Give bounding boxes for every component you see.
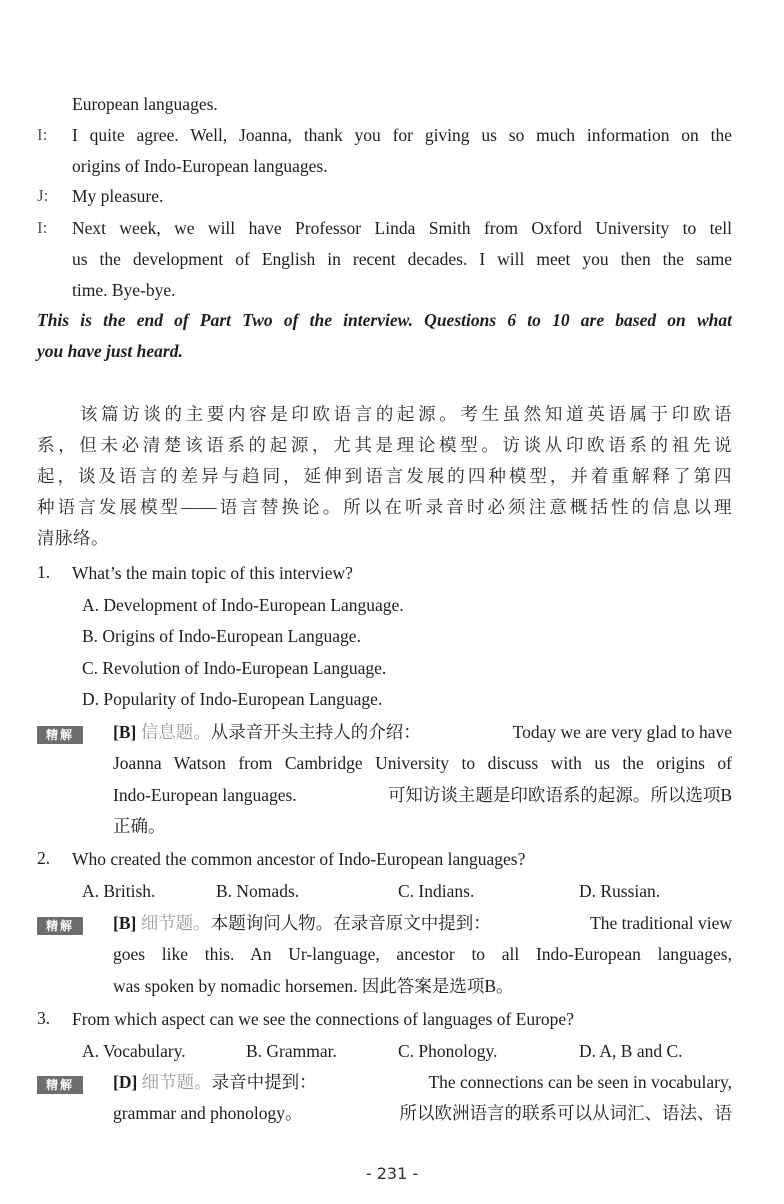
question-type: 信息题。 (140, 722, 211, 742)
answer-key: [B] (113, 722, 137, 742)
section-end-note: you have just heard. (37, 341, 183, 361)
transcript-line: time. Bye-bye. (72, 280, 176, 300)
explanation-quote: Indo-European languages. (113, 785, 297, 805)
option-d: D. A, B and C. (579, 1041, 683, 1061)
option-d: D. Popularity of Indo-European Language. (82, 689, 383, 709)
explanation-line (113, 912, 732, 934)
question-text: What’s the main topic of this interview? (72, 563, 353, 583)
explanation-text: 录音中提到： (211, 1072, 317, 1092)
transcript-line: I quite agree. Well, Joanna, thank you for giving us so much information on the (72, 125, 732, 145)
option-a: A. British. (82, 881, 156, 901)
option-a: A. Vocabulary. (82, 1041, 186, 1061)
option-b: B. Nomads. (216, 881, 300, 901)
summary-line: 清脉络。 (37, 528, 109, 548)
transcript-line: origins of Indo-European languages. (72, 156, 328, 176)
explanation-badge: 精解 (37, 1076, 83, 1094)
explanation-quote: was spoken by nomadic horsemen. (113, 976, 358, 996)
explanation-line (113, 1071, 732, 1093)
transcript-line: us the development of English in recent decades. I will meet you then the same (72, 249, 732, 269)
page-number: - 231 - (365, 1164, 419, 1183)
explanation-badge: 精解 (37, 726, 83, 744)
option-a: A. Development of Indo-European Language. (82, 595, 404, 615)
summary-line: 该篇访谈的主要内容是印欧语言的起源。考生虽然知道英语属于印欧语 (80, 404, 732, 424)
explanation-quote: The traditional view (590, 913, 732, 933)
explanation-line: Joanna Watson from Cambridge University to discuss with us the origins of (113, 753, 732, 773)
transcript-line: Next week, we will have Professor Linda Smith from Oxford University to tell (72, 218, 732, 238)
summary-line: 系，但未必清楚该语系的起源，尤其是理论模型。访谈从印欧语系的祖先说 (37, 435, 732, 455)
section-end-note: This is the end of Part Two of the interview. Questions 6 to 10 are based on what (37, 310, 732, 330)
explanation-line (113, 721, 732, 743)
explanation-line: goes like this. An Ur-language, ancestor to all Indo-European languages, (113, 944, 732, 964)
option-c: C. Revolution of Indo-European Language. (82, 658, 387, 678)
explanation-line (113, 1102, 732, 1124)
explanation-quote: grammar and phonology。 (113, 1103, 303, 1123)
explanation-quote: Today we are very glad to have (512, 722, 732, 742)
transcript-line: My pleasure. (72, 186, 164, 206)
explanation-quote: The connections can be seen in vocabulary, (428, 1072, 732, 1092)
explanation-line: 正确。 (113, 816, 166, 836)
option-c: C. Phonology. (398, 1041, 498, 1061)
speaker-label: I: (37, 125, 48, 144)
option-d: D. Russian. (579, 881, 661, 901)
answer-key: [B] (113, 913, 137, 933)
summary-line: 起，谈及语言的差异与趋同，延伸到语言发展的四种模型，并着重解释了第四 (37, 466, 732, 486)
explanation-line (113, 784, 732, 806)
option-c: C. Indians. (398, 881, 475, 901)
summary-line: 种语言发展模型——语言替换论。所以在听录音时必须注意概括性的信息以理 (37, 497, 732, 517)
question-text: From which aspect can we see the connections of languages of Europe? (72, 1009, 574, 1029)
explanation-line (113, 975, 514, 997)
explanation-text: 所以欧洲语言的联系可以从词汇、语法、语 (399, 1103, 732, 1123)
transcript-line: European languages. (72, 94, 218, 114)
explanation-badge: 精解 (37, 917, 83, 935)
question-number: 2. (37, 848, 51, 868)
question-number: 3. (37, 1008, 51, 1028)
speaker-label: I: (37, 218, 48, 237)
explanation-text: 因此答案是选项B。 (361, 976, 514, 996)
explanation-text: 从录音开头主持人的介绍： (210, 722, 421, 742)
question-type: 细节题。 (141, 1072, 212, 1092)
explanation-text: 可知访谈主题是印欧语系的起源。所以选项B (387, 785, 732, 805)
question-text: Who created the common ancestor of Indo-European languages? (72, 849, 526, 869)
option-b: B. Grammar. (246, 1041, 337, 1061)
question-number: 1. (37, 562, 51, 582)
option-b: B. Origins of Indo-European Language. (82, 626, 361, 646)
answer-key: [D] (113, 1072, 138, 1092)
question-type: 细节题。 (140, 913, 211, 933)
speaker-label: J: (37, 186, 49, 205)
explanation-text: 本题询问人物。在录音原文中提到： (210, 913, 491, 933)
